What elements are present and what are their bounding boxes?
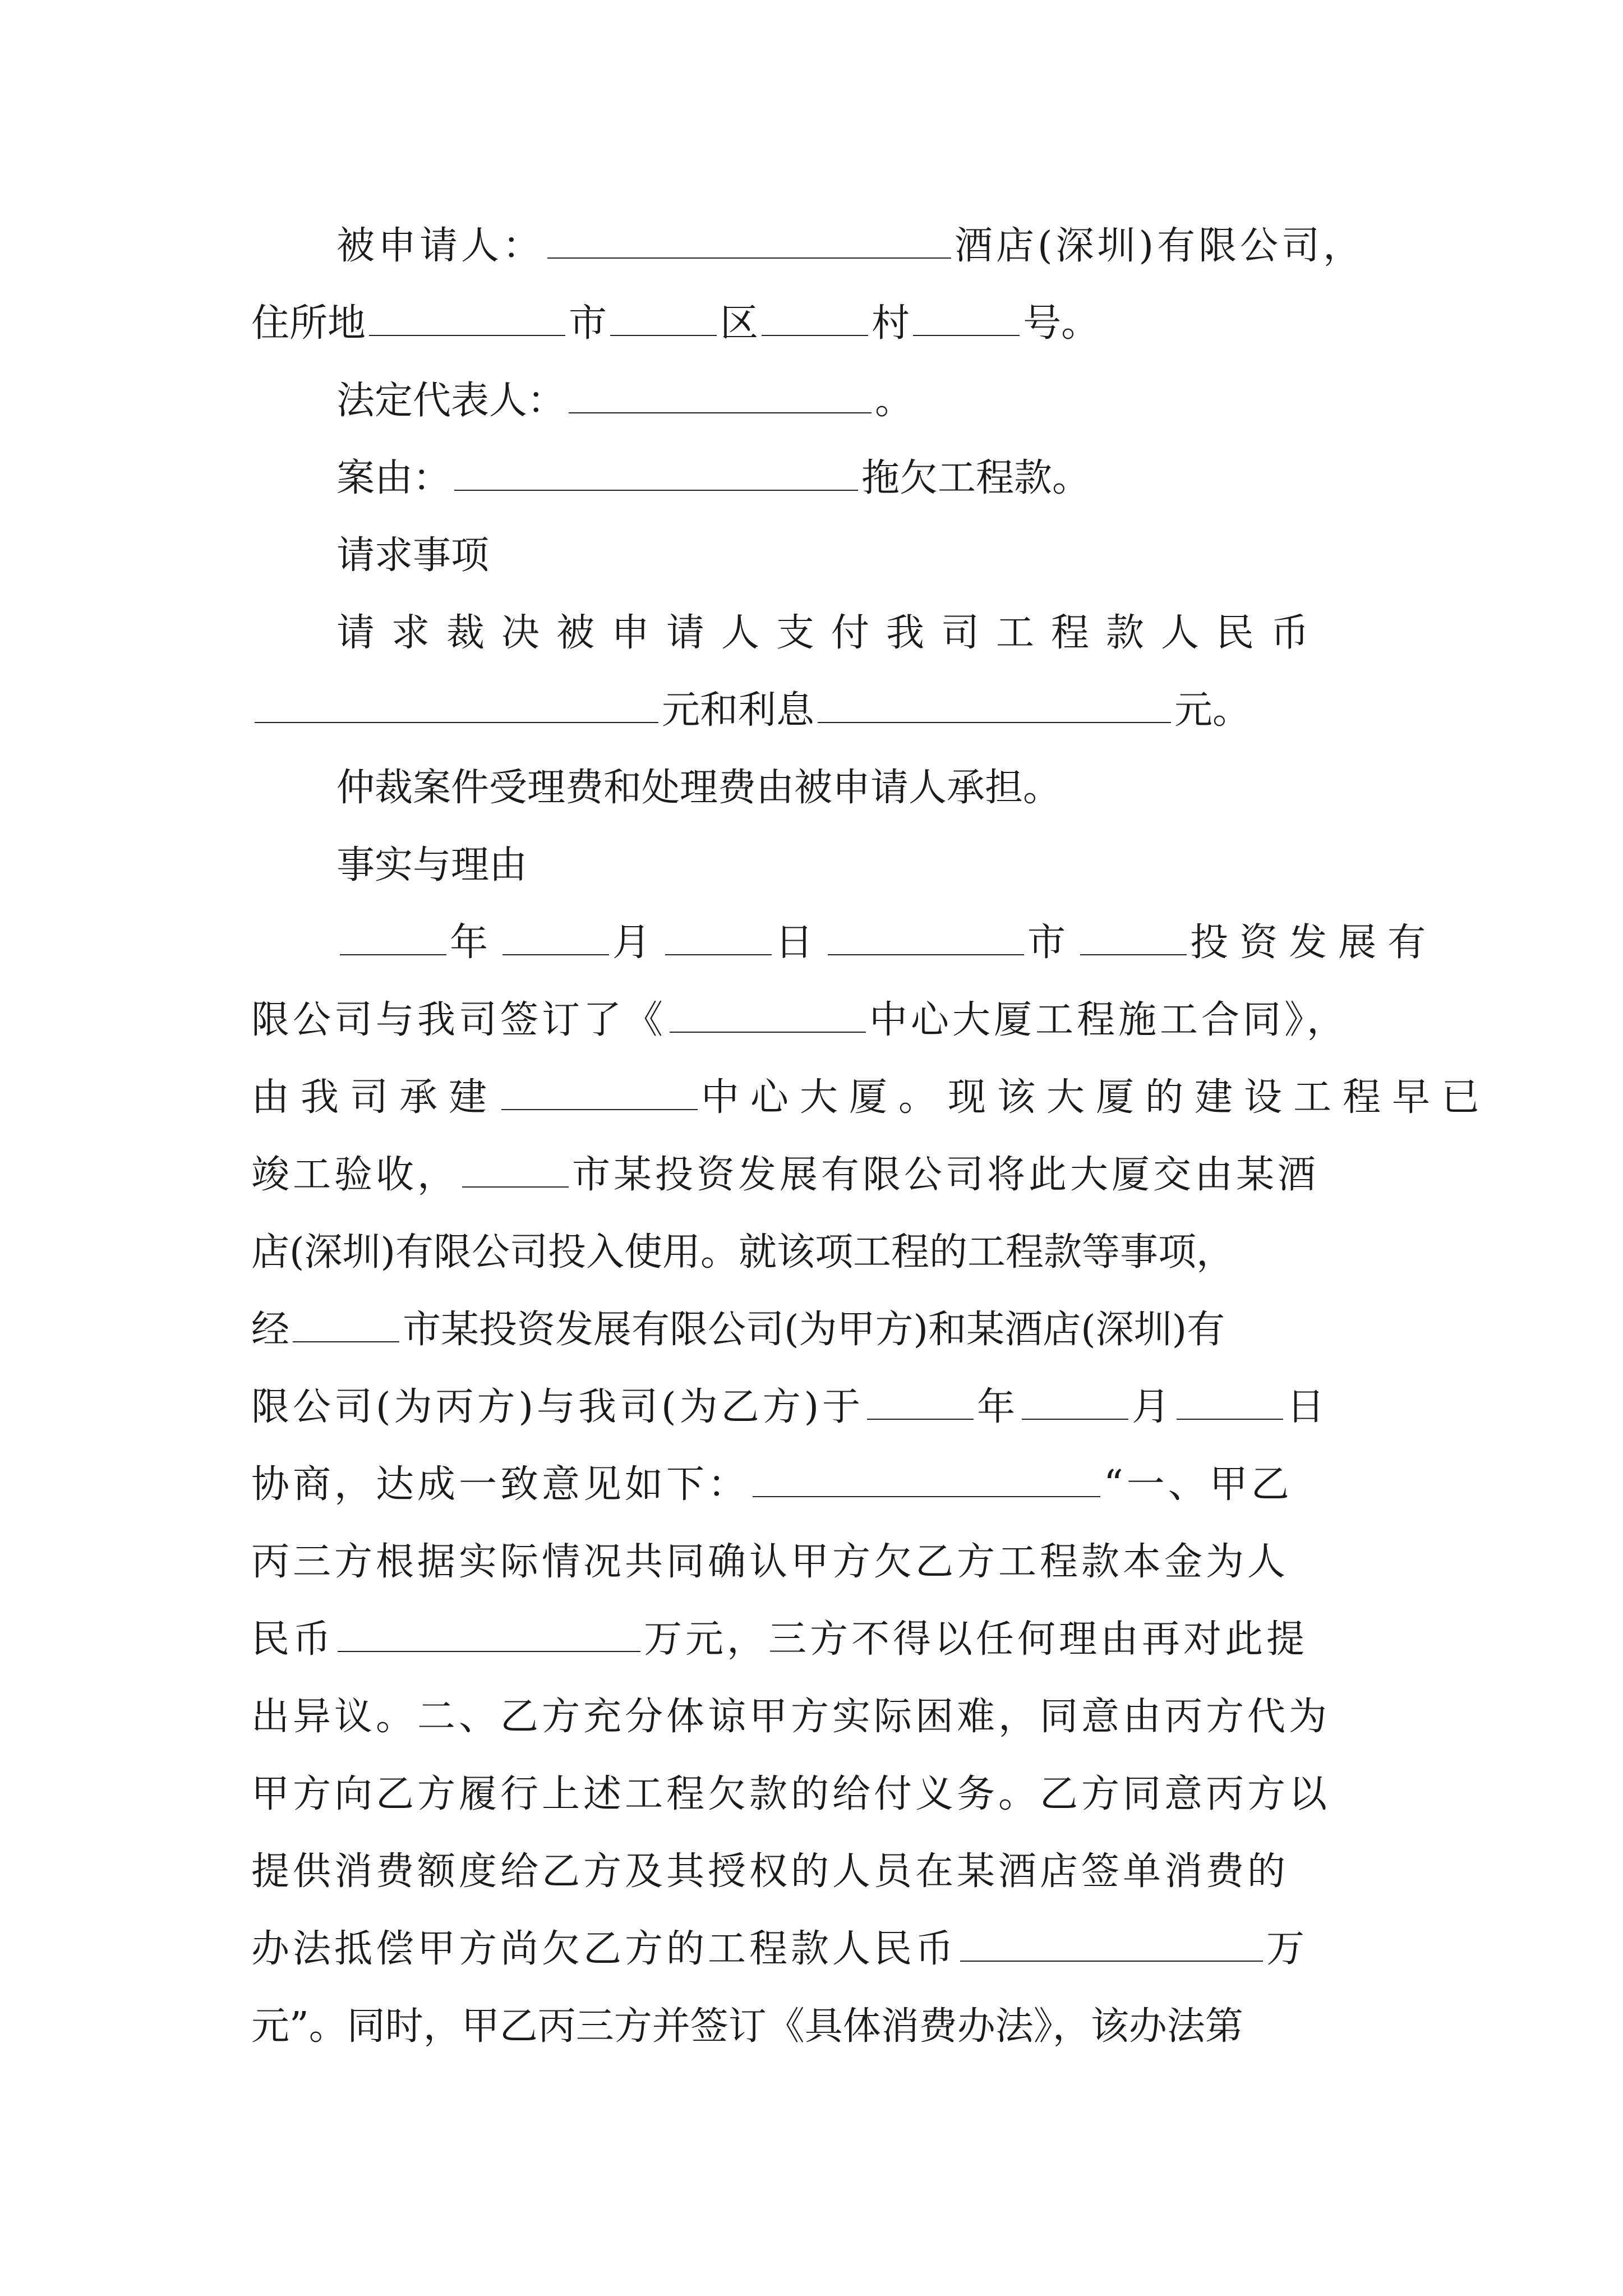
blank-field: [255, 685, 658, 723]
facts-line-12: [251, 1756, 1378, 1833]
facts-text: 中心大厦工程施工合同》，: [869, 998, 1349, 1042]
village-label: 村: [872, 301, 910, 346]
blank-field: [1177, 1382, 1283, 1420]
day-label: 日: [1287, 1385, 1329, 1429]
facts-text: 民币: [251, 1617, 335, 1662]
facts-line-7: [251, 1369, 1378, 1446]
facts-text: 投资发展有: [1190, 921, 1437, 965]
blank-field: [547, 221, 951, 259]
blank-field: [665, 918, 772, 955]
blank-field: [338, 1614, 640, 1652]
blank-field: [818, 685, 1171, 723]
period: 。: [875, 379, 914, 423]
claim-line-2: [251, 672, 1378, 749]
facts-line-15: [251, 1988, 1378, 2065]
claim-end-text: 元。: [1174, 688, 1251, 733]
blank-field: [913, 298, 1020, 336]
facts-line-13: [251, 1833, 1378, 1911]
blank-field: [867, 1382, 974, 1420]
facts-line-14: [251, 1911, 1378, 1988]
facts-text: 中心大厦。现该大厦的建设工程早已: [701, 1075, 1491, 1120]
claim-interest-text: 元和利息: [662, 688, 815, 733]
fees-text: 仲裁案件受理费和处理费由被申请人承担。: [336, 766, 1062, 810]
city-label: 市: [569, 301, 607, 346]
blank-field: [569, 376, 872, 413]
day-label: 日: [775, 921, 825, 965]
facts-line-10: [251, 1601, 1378, 1678]
facts-heading: [251, 827, 1378, 904]
respondent-label: 被申请人：: [336, 224, 545, 268]
legal-rep-label: 法定代表人：: [336, 379, 566, 423]
facts-line-3: [251, 1059, 1491, 1137]
month-label: 月: [1132, 1385, 1174, 1429]
blank-field: [1022, 1382, 1128, 1420]
facts-text: “一、甲乙: [1104, 1462, 1293, 1507]
blank-field: [462, 1150, 569, 1188]
document-body: [251, 208, 1491, 2065]
blank-field: [502, 918, 609, 955]
claims-heading-text: 请求事项: [336, 533, 490, 578]
blank-field: [828, 918, 1024, 955]
facts-text: 提供消费额度给乙方及其授权的人员在某酒店签单消费的: [251, 1849, 1289, 1894]
cause-label: 案由：: [336, 456, 451, 500]
claim-text: 请求裁决被申请人支付我司工程款人民币: [336, 611, 1326, 655]
address-label: 住所地: [251, 301, 366, 346]
facts-line-4: [251, 1137, 1378, 1214]
blank-field: [454, 453, 858, 491]
fees-line: [251, 749, 1378, 827]
facts-text: 甲方向乙方履行上述工程欠款的给付义务。乙方同意丙方以: [251, 1772, 1331, 1816]
blank-field: [501, 1073, 698, 1110]
claims-heading: [251, 517, 1378, 595]
facts-heading-text: 事实与理由: [336, 843, 528, 887]
facts-text: 出异议。二、乙方充分体谅甲方实际困难，同意由丙方代为: [251, 1695, 1331, 1739]
district-label: 区: [720, 301, 759, 346]
facts-text: 经: [251, 1308, 290, 1352]
blank-field: [960, 1924, 1263, 1962]
cause-line: [251, 440, 1378, 517]
blank-field: [369, 298, 565, 336]
facts-text: 万: [1266, 1927, 1308, 1971]
facts-text: 市某投资发展有限公司将此大厦交由某酒: [572, 1153, 1320, 1197]
facts-line-2: [251, 982, 1378, 1059]
facts-line-11: [251, 1678, 1378, 1756]
cause-suffix: 拖欠工程款。: [861, 456, 1091, 500]
facts-text: 限公司(为丙方)与我司(为乙方)于: [251, 1385, 864, 1429]
blank-field: [670, 995, 866, 1033]
facts-text: 办法抵偿甲方尚欠乙方的工程款人民币: [251, 1927, 957, 1971]
facts-line-1: [251, 904, 1437, 982]
year-label: 年: [450, 921, 500, 965]
month-label: 月: [612, 921, 662, 965]
claim-line-1: [251, 595, 1378, 672]
facts-line-6: [251, 1291, 1378, 1369]
respondent-suffix: 酒店(深圳)有限公司，: [955, 224, 1365, 268]
facts-line-8: [251, 1446, 1378, 1524]
respondent-line: [251, 208, 1378, 285]
blank-field: [340, 918, 446, 955]
blank-field: [762, 298, 868, 336]
number-label: 号。: [1023, 301, 1100, 346]
facts-text: 万元，三方不得以任何理由再对此提: [644, 1617, 1308, 1662]
facts-text: 限公司与我司签订了《: [251, 998, 667, 1042]
blank-field: [610, 298, 717, 336]
facts-text: 丙三方根据实际情况共同确认甲方欠乙方工程款本金为人: [251, 1540, 1289, 1584]
blank-field: [1080, 918, 1187, 955]
year-label: 年: [977, 1385, 1019, 1429]
facts-text: 元”。同时，甲乙丙三方并签订《具体消费办法》，该办法第: [251, 2004, 1243, 2049]
facts-text: 由我司承建: [251, 1075, 499, 1120]
facts-text: 竣工验收，: [251, 1153, 459, 1197]
address-line: [251, 285, 1378, 362]
facts-text: 店(深圳)有限公司投入使用。就该项工程的工程款等事项，: [251, 1230, 1235, 1274]
legal-rep-line: [251, 362, 1378, 440]
facts-text: 市某投资发展有限公司(为甲方)和某酒店(深圳)有: [403, 1308, 1225, 1352]
facts-line-9: [251, 1524, 1378, 1601]
facts-text: 协商，达成一致意见如下：: [251, 1462, 750, 1507]
facts-line-5: [251, 1214, 1378, 1291]
blank-field: [753, 1460, 1100, 1497]
blank-field: [293, 1305, 399, 1342]
city-label: 市: [1027, 921, 1077, 965]
